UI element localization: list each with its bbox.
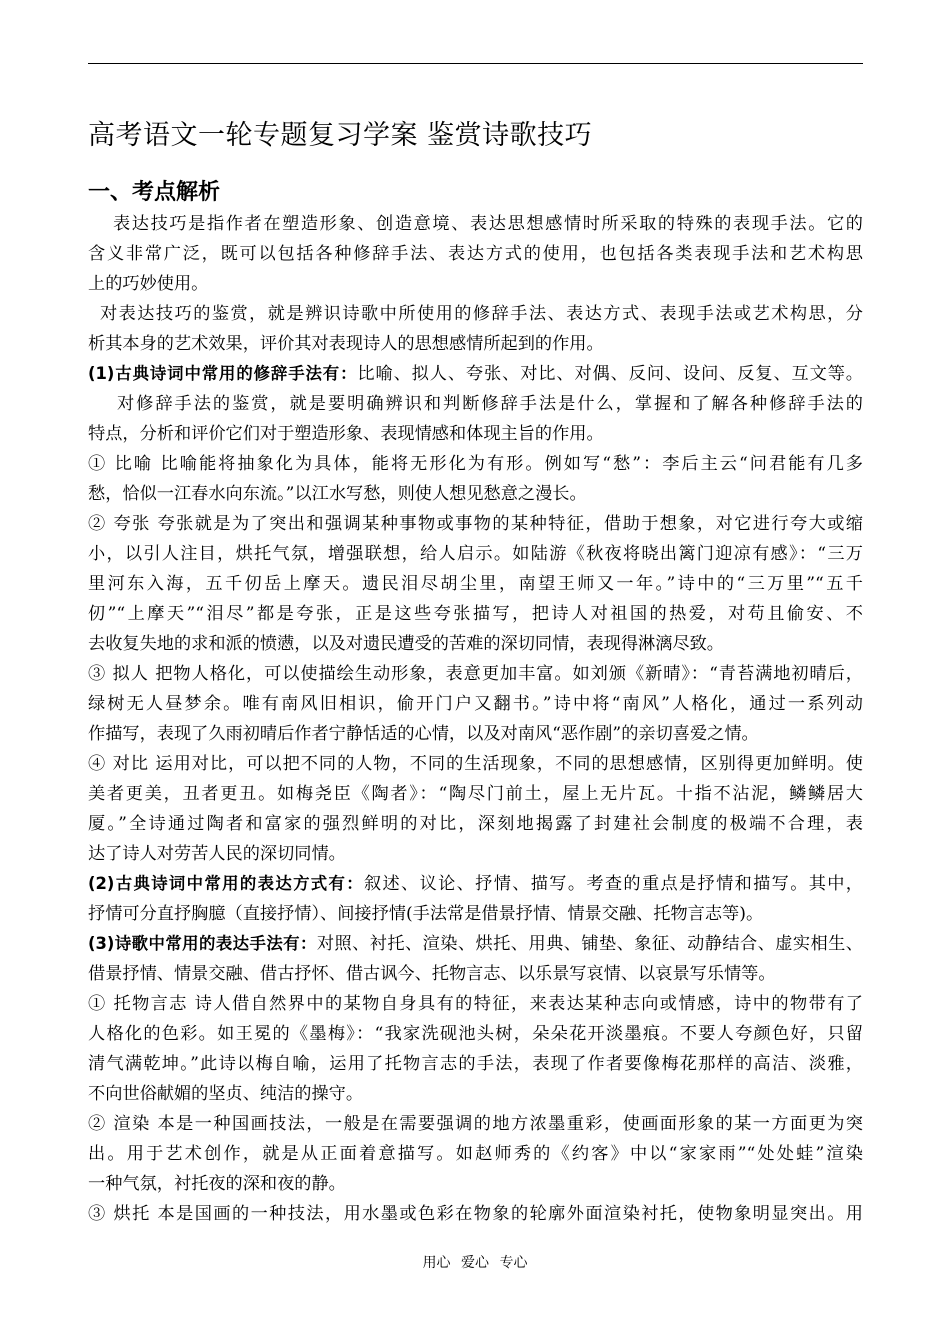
document-title: 高考语文一轮专题复习学案 鉴赏诗歌技巧 [88, 120, 593, 151]
text-line [88, 839, 863, 869]
text-line [88, 209, 863, 239]
text-line [88, 359, 863, 389]
text-line [88, 419, 863, 449]
text-line [88, 269, 863, 299]
line-text: 小，以引人注目，烘托气氛，增强联想，给人启示。如陆游《秋夜将晓出篱门迎凉有感》：“三万 [88, 544, 863, 564]
text-line [88, 779, 863, 809]
text-line [88, 599, 863, 629]
section-heading: 一、考点解析 [88, 179, 221, 205]
text-line [88, 1109, 863, 1139]
line-text: ① 托物言志 诗人借自然界中的某物自身具有的特征，来表达某种志向或情感，诗中的物带有了 [88, 994, 863, 1014]
line-text: 厦。”全诗通过陶者和富家的强烈鲜明的对比，深刻地揭露了封建社会制度的极端不合理，表 [88, 814, 863, 834]
line-text: 含义非常广泛，既可以包括各种修辞手法、表达方式的使用，也包括各类表现手法和艺术构思 [88, 244, 863, 264]
line-text: 对表达技巧的鉴赏，就是辨识诗歌中所使用的修辞手法、表达方式、表现手法或艺术构思，分 [100, 304, 863, 324]
text-line [88, 1169, 863, 1199]
text-line [88, 1019, 863, 1049]
line-text: 愁，恰似一江春水向东流。”以江水写愁，则使人想见愁意之漫长。 [88, 484, 587, 504]
text-line [88, 1199, 863, 1229]
line-text: 对修辞手法的鉴赏，就是要明确辨识和判断修辞手法是什么，掌握和了解各种修辞手法的 [117, 394, 863, 414]
text-line [88, 329, 863, 359]
line-text: 仞”“上摩天”“泪尽”都是夸张，正是这些夸张描写，把诗人对祖国的热爱，对苟且偷安、不 [88, 604, 863, 624]
text-line [88, 749, 863, 779]
line-text: 出。用于艺术创作，就是从正面着意描写。如赵师秀的《约客》中以“家家雨”“处处蛙”渲染 [88, 1144, 863, 1164]
line-text: 人格化的色彩。如王冕的《墨梅》：“我家洗砚池头树，朵朵花开淡墨痕。不要人夸颜色好，只留 [88, 1024, 863, 1044]
text-line [88, 809, 863, 839]
line-text: ③ 拟人 把物人格化，可以使描绘生动形象，表意更加丰富。如刘颁《新晴》：“青苔满地初晴后， [88, 664, 863, 684]
text-line [88, 539, 863, 569]
text-line [88, 1079, 863, 1109]
text-line [88, 929, 863, 959]
text-line [88, 629, 863, 659]
line-text: 不向世俗献媚的坚贞、纯洁的操守。 [88, 1084, 364, 1104]
line-text: 上的巧妙使用。 [88, 274, 209, 294]
line-text: 美者更美，丑者更丑。如梅尧臣《陶者》：“陶尽门前土，屋上无片瓦。十指不沾泥，鳞鳞居大 [88, 784, 863, 804]
text-line [88, 389, 863, 419]
text-line [88, 989, 863, 1019]
line-text: 抒情可分直抒胸臆（直接抒情）、间接抒情(手法常是借景抒情、情景交融、托物言志等)。 [88, 904, 764, 924]
line-text: 作描写，表现了久雨初晴后作者宁静恬适的心情，以及对南风“恶作剧”的亲切喜爱之情。 [88, 724, 759, 744]
text-line [88, 299, 863, 329]
line-text: 绿树无人昼梦余。唯有南风旧相识，偷开门户又翻书。”诗中将“南风”人格化，通过一系列动 [88, 694, 863, 714]
line-text: ① 比喻 比喻能将抽象化为具体，能将无形化为有形。例如写“愁”：李后主云“问君能有几多 [88, 454, 863, 474]
bold-lead: (2)古典诗词中常用的表达方式有： [88, 874, 364, 893]
text-line [88, 1139, 863, 1169]
line-text: 清气满乾坤。”此诗以梅自喻，运用了托物言志的手法，表现了作者要像梅花那样的高洁、淡雅， [88, 1054, 863, 1074]
page-footer: 用心 爱心 专心 [422, 1255, 528, 1271]
line-text: 借景抒情、情景交融、借古抒怀、借古讽今、托物言志、以乐景写哀情、以哀景写乐情等。 [88, 964, 776, 984]
line-text: ④ 对比 运用对比，可以把不同的人物，不同的生活现象，不同的思想感情，区别得更加鲜明。使 [88, 754, 863, 774]
line-text: ② 夸张 夸张就是为了突出和强调某种事物或事物的某种特征，借助于想象，对它进行夸大或缩 [88, 514, 863, 534]
line-text: 里河东入海，五千仞岳上摩天。遗民泪尽胡尘里，南望王师又一年。”诗中的“三万里”“五千 [88, 574, 863, 594]
text-line [88, 689, 863, 719]
line-text: 析其本身的艺术效果，评价其对表现诗人的思想感情所起到的作用。 [88, 334, 604, 354]
line-text: 比喻、拟人、夸张、对比、对偶、反问、设问、反复、互文等。 [357, 364, 863, 384]
bold-lead: (3)诗歌中常用的表达手法有： [88, 934, 317, 953]
text-line [88, 569, 863, 599]
text-line [88, 449, 863, 479]
line-text: 叙述、议论、抒情、描写。考查的重点是抒情和描写。其中， [364, 874, 863, 894]
line-text: 达了诗人对劳苦人民的深切同情。 [88, 844, 346, 864]
text-line [88, 959, 863, 989]
text-line [88, 1049, 863, 1079]
text-line [88, 659, 863, 689]
bold-lead: (1)古典诗词中常用的修辞手法有： [88, 364, 358, 383]
line-text: 表达技巧是指作者在塑造形象、创造意境、表达思想感情时所采取的特殊的表现手法。它的 [113, 214, 863, 234]
header-rule [88, 63, 863, 64]
line-text: 特点，分析和评价它们对于塑造形象、表现情感和体现主旨的作用。 [88, 424, 604, 444]
line-text: 去收复失地的求和派的愤懑，以及对遗民遭受的苦难的深切同情，表现得淋漓尽致。 [88, 634, 724, 654]
text-line [88, 509, 863, 539]
line-text: ② 渲染 本是一种国画技法，一般是在需要强调的地方浓墨重彩，使画面形象的某一方面更为突 [88, 1114, 863, 1134]
text-line [88, 869, 863, 899]
body-text [88, 209, 863, 1229]
line-text: 对照、衬托、渲染、烘托、用典、铺垫、象征、动静结合、虚实相生、 [316, 934, 863, 954]
line-text: ③ 烘托 本是国画的一种技法，用水墨或色彩在物象的轮廓外面渲染衬托，使物象明显突出。用 [88, 1204, 863, 1224]
text-line [88, 899, 863, 929]
text-line [88, 719, 863, 749]
text-line [88, 479, 863, 509]
text-line [88, 239, 863, 269]
line-text: 一种气氛，衬托夜的深和夜的静。 [88, 1174, 346, 1194]
